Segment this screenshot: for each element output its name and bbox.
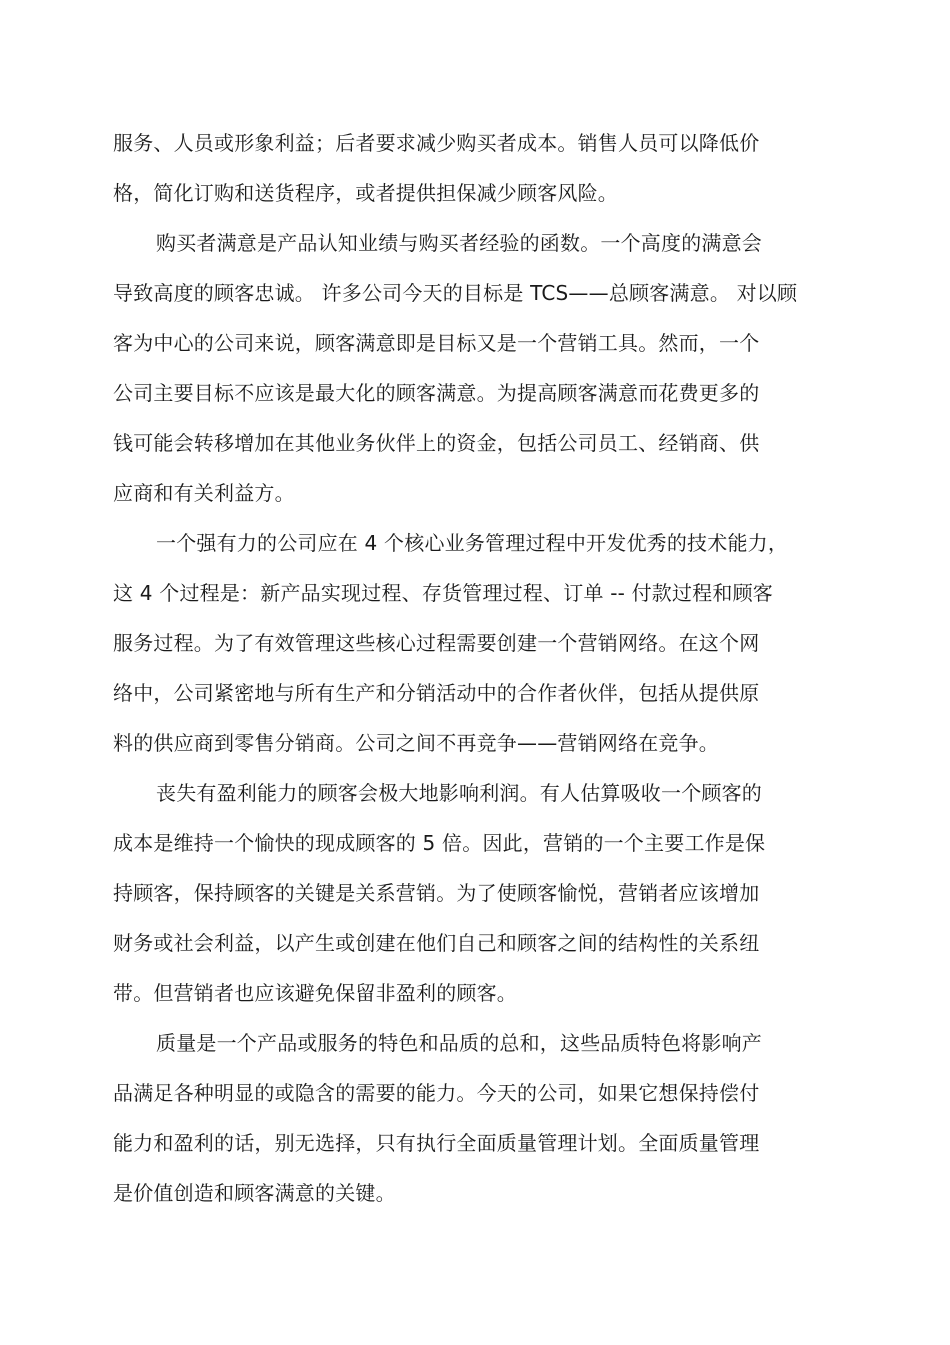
text-line: 服务过程。为了有效管理这些核心过程需要创建一个营销网络。在这个网 xyxy=(113,631,760,655)
paragraph-start-line: 一个强有力的公司应在 4 个核心业务管理过程中开发优秀的技术能力， xyxy=(156,531,789,555)
text-line: 带。但营销者也应该避免保留非盈利的顾客。 xyxy=(113,981,517,1005)
text-line: 这 4 个过程是：新产品实现过程、存货管理过程、订单 -- 付款过程和顾客 xyxy=(113,581,773,605)
paragraph-start-line: 质量是一个产品或服务的特色和品质的总和，这些品质特色将影响产 xyxy=(156,1031,762,1055)
text-line: 应商和有关利益方。 xyxy=(113,481,295,505)
text-line: 服务、人员或形象利益；后者要求减少购买者成本。销售人员可以降低价 xyxy=(113,131,760,155)
text-line: 格，简化订购和送货程序，或者提供担保减少顾客风险。 xyxy=(113,181,618,205)
text-line: 品满足各种明显的或隐含的需要的能力。今天的公司，如果它想保持偿付 xyxy=(113,1081,760,1105)
text-line: 钱可能会转移增加在其他业务伙伴上的资金，包括公司员工、经销商、供 xyxy=(113,431,760,455)
text-line: 财务或社会利益，以产生或创建在他们自己和顾客之间的结构性的关系纽 xyxy=(113,931,760,955)
text-line: 络中，公司紧密地与所有生产和分销活动中的合作者伙伴，包括从提供原 xyxy=(113,681,760,705)
text-line: 客为中心的公司来说，顾客满意即是目标又是一个营销工具。然而，一个 xyxy=(113,331,760,355)
paragraph-start-line: 丧失有盈利能力的顾客会极大地影响利润。有人估算吸收一个顾客的 xyxy=(156,781,762,805)
text-line: 能力和盈利的话，别无选择，只有执行全面质量管理计划。全面质量管理 xyxy=(113,1131,760,1155)
text-line: 料的供应商到零售分销商。公司之间不再竞争——营销网络在竞争。 xyxy=(113,731,719,755)
paragraph-start-line: 购买者满意是产品认知业绩与购买者经验的函数。一个高度的满意会 xyxy=(156,231,762,255)
text-line: 导致高度的顾客忠诚。 许多公司今天的目标是 TCS——总顾客满意。 对以顾 xyxy=(113,281,798,305)
text-line: 是价值创造和顾客满意的关键。 xyxy=(113,1181,396,1205)
text-line: 成本是维持一个愉快的现成顾客的 5 倍。因此，营销的一个主要工作是保 xyxy=(113,831,766,855)
text-line: 公司主要目标不应该是最大化的顾客满意。为提高顾客满意而花费更多的 xyxy=(113,381,760,405)
text-line: 持顾客，保持顾客的关键是关系营销。为了使顾客愉悦，营销者应该增加 xyxy=(113,881,760,905)
